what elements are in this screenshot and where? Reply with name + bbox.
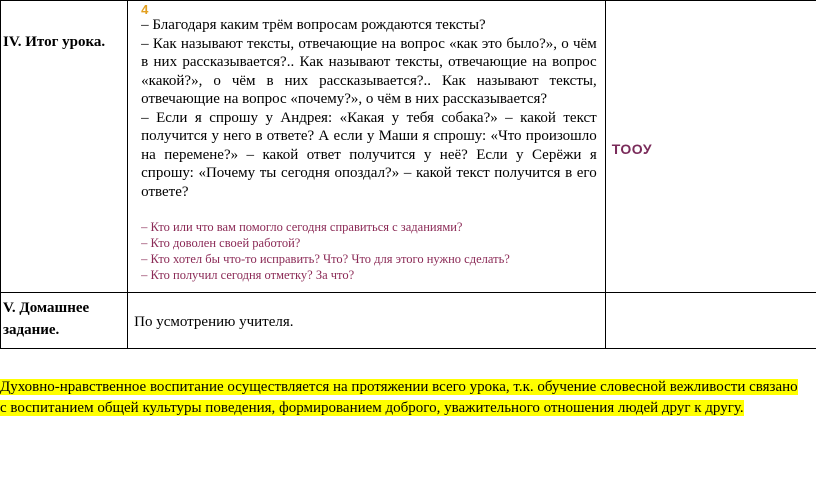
content-paragraph: – Как называют тексты, отвечающие на вопрос «как это было?», о чём в них рассказывается?.. Как называют тексты, отвечающие на вопрос «какой?», о чём в них рассказывается?.. Как называют тексты, отвечающие на вопрос «почему?», о чём в них рассказывается? — [141, 35, 597, 107]
slide-number: 4 — [141, 2, 149, 17]
homework-text: По усмотрению учителя. — [134, 314, 294, 330]
method-cell — [605, 293, 816, 349]
reflection-question: – Кто доволен своей работой? — [141, 236, 301, 250]
content-paragraph: – Если я спрошу у Андрея: «Какая у тебя собака?» – какой текст получится у него в ответе? А если у Маши я спрошу: «Что произошло на перемене?» – какой ответ получится у неё? Если у Серёжи я спрошу: «Почему ты сегодня опоздал?» – какой текст получится в его ответе? — [141, 109, 597, 200]
table-row-homework — [1, 293, 816, 349]
reflection-questions — [141, 219, 597, 283]
content-paragraph: – Благодаря каким трём вопросам рождаются тексты? — [141, 17, 486, 33]
content-cell — [128, 293, 606, 349]
stage-cell — [1, 293, 128, 349]
highlighted-note-text: Духовно-нравственное воспитание осуществляется на протяжении всего урока, т.к. обучение словесной вежливости связано с воспитанием общей культуры поведения, формированием доброго, уважительного отношения людей друг к другу. — [0, 379, 798, 416]
reflection-question: – Кто получил сегодня отметку? За что? — [141, 268, 355, 282]
reflection-question: – Кто или что вам помогло сегодня справиться с заданиями? — [141, 220, 463, 234]
stage-cell — [1, 1, 128, 293]
method-label: ТООУ — [611, 141, 653, 157]
table-row-summary — [1, 1, 816, 293]
method-cell — [605, 1, 816, 293]
reflection-question: – Кто хотел бы что-то исправить? Что? Что для этого нужно сделать? — [141, 252, 510, 266]
stage-title: IV. Итог урока. — [3, 34, 106, 50]
stage-title: V. Домашнее задание. — [3, 300, 90, 338]
education-note — [0, 377, 800, 419]
content-cell — [128, 1, 606, 293]
